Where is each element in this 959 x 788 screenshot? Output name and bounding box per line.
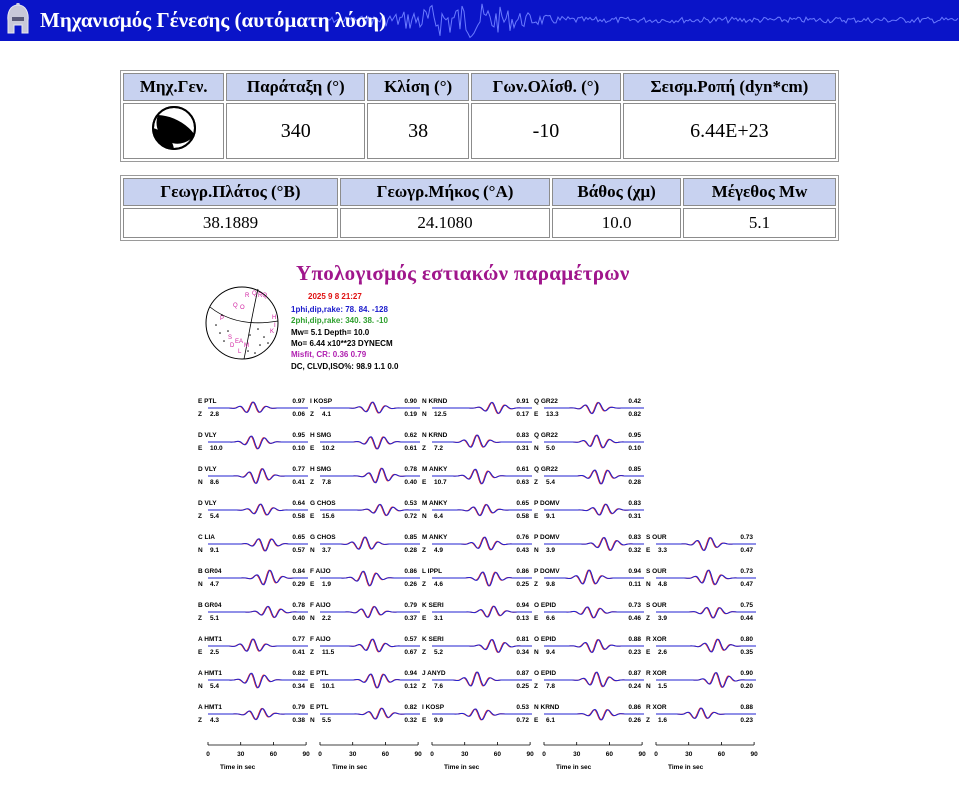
station-label: H SMG xyxy=(310,466,332,473)
correlation-label: 0.78 xyxy=(404,466,417,473)
station-label: M ANKY xyxy=(422,466,448,473)
correlation-label: 0.53 xyxy=(516,704,529,711)
station-label: M ANKY xyxy=(422,534,448,541)
variance-label: 0.13 xyxy=(516,615,529,622)
variance-label: 0.28 xyxy=(404,547,417,554)
distance-label: 9.1 xyxy=(210,547,220,554)
variance-label: 0.82 xyxy=(628,411,641,418)
time-axis-label: Time in sec xyxy=(444,764,480,771)
correlation-label: 0.85 xyxy=(404,534,417,541)
station-label: S OUR xyxy=(646,568,667,575)
distance-label: 6.1 xyxy=(546,717,556,724)
page-title: Μηχανισμός Γένεσης (αυτόματη λύση) xyxy=(40,8,387,32)
distance-label: 7.8 xyxy=(546,683,556,690)
variance-label: 0.41 xyxy=(292,479,305,486)
distance-label: 3.3 xyxy=(658,547,668,554)
distance-label: 10.0 xyxy=(210,445,223,452)
component-label: Z xyxy=(310,411,314,418)
distance-label: 12.5 xyxy=(434,411,447,418)
variance-label: 0.31 xyxy=(516,445,529,452)
variance-label: 0.61 xyxy=(404,445,417,452)
station-label: C LIA xyxy=(198,534,215,541)
time-tick-label: 30 xyxy=(573,751,581,758)
correlation-label: 0.79 xyxy=(404,602,417,609)
time-tick-label: 90 xyxy=(414,751,422,758)
station-label: R XOR xyxy=(646,704,667,711)
station-label: I KOSP xyxy=(422,704,445,711)
variance-label: 0.63 xyxy=(516,479,529,486)
component-label: Z xyxy=(198,513,202,520)
distance-label: 5.1 xyxy=(210,615,220,622)
distance-label: 11.5 xyxy=(322,649,335,656)
col-header-rake: Γων.Ολίσθ. (°) xyxy=(471,73,621,101)
correlation-label: 0.87 xyxy=(628,670,641,677)
distance-label: 4.9 xyxy=(434,547,444,554)
time-tick-label: 0 xyxy=(542,751,546,758)
variance-label: 0.47 xyxy=(740,581,753,588)
correlation-label: 0.42 xyxy=(628,398,641,405)
distance-label: 5.0 xyxy=(546,445,556,452)
time-tick-label: 30 xyxy=(685,751,693,758)
component-label: E xyxy=(422,717,427,724)
distance-label: 15.6 xyxy=(322,513,335,520)
component-label: N xyxy=(422,411,427,418)
figure-title: Υπολογισμός εστιακών παραμέτρων xyxy=(296,261,630,285)
station-label: A HMT1 xyxy=(198,704,222,711)
station-label: P DOMV xyxy=(534,568,560,575)
correlation-label: 0.83 xyxy=(516,432,529,439)
correlation-label: 0.85 xyxy=(628,466,641,473)
distance-label: 9.8 xyxy=(546,581,556,588)
distance-label: 6.6 xyxy=(546,615,556,622)
station-label: M ANKY xyxy=(422,500,448,507)
station-label: E PTL xyxy=(310,704,329,711)
station-label: Q GR22 xyxy=(534,466,558,473)
distance-label: 7.8 xyxy=(322,479,332,486)
distance-label: 7.6 xyxy=(434,683,444,690)
time-tick-label: 0 xyxy=(206,751,210,758)
correlation-label: 0.76 xyxy=(516,534,529,541)
time-tick-label: 30 xyxy=(237,751,245,758)
distance-label: 5.2 xyxy=(434,649,444,656)
variance-label: 0.31 xyxy=(628,513,641,520)
variance-label: 0.12 xyxy=(404,683,417,690)
variance-label: 0.19 xyxy=(404,411,417,418)
component-label: E xyxy=(534,615,539,622)
component-label: Z xyxy=(198,411,202,418)
station-label: S OUR xyxy=(646,534,667,541)
component-label: Z xyxy=(646,717,650,724)
distance-label: 2.2 xyxy=(322,615,332,622)
svg-text:I: I xyxy=(274,323,276,329)
correlation-label: 0.94 xyxy=(516,602,529,609)
misfit: Misfit, CR: 0.36 0.79 xyxy=(291,350,367,359)
variance-label: 0.20 xyxy=(740,683,753,690)
station-label: A HMT1 xyxy=(198,636,222,643)
component-label: E xyxy=(310,581,315,588)
variance-label: 0.47 xyxy=(740,547,753,554)
component-label: Z xyxy=(310,649,314,656)
station-label: H SMG xyxy=(310,432,332,439)
variance-label: 0.43 xyxy=(516,547,529,554)
variance-label: 0.41 xyxy=(292,649,305,656)
correlation-label: 0.53 xyxy=(404,500,417,507)
correlation-label: 0.65 xyxy=(516,500,529,507)
distance-label: 4.3 xyxy=(210,717,220,724)
variance-label: 0.38 xyxy=(292,717,305,724)
svg-text:K: K xyxy=(270,329,275,335)
component-label: E xyxy=(534,513,539,520)
correlation-label: 0.86 xyxy=(628,704,641,711)
station-label: K SERI xyxy=(422,602,444,609)
station-label: P DOMV xyxy=(534,500,560,507)
dip-value: 38 xyxy=(367,103,469,159)
station-label: R XOR xyxy=(646,670,667,677)
svg-text:H: H xyxy=(272,315,277,321)
correlation-label: 0.77 xyxy=(292,466,305,473)
station-label: Q GR22 xyxy=(534,398,558,405)
station-label: P DOMV xyxy=(534,534,560,541)
component-label: E xyxy=(310,445,315,452)
component-label: Z xyxy=(534,581,538,588)
variance-label: 0.26 xyxy=(628,717,641,724)
nodal-plane-2: 2phi,dip,rake: 340. 38. -10 xyxy=(291,316,388,325)
time-tick-label: 60 xyxy=(381,751,390,758)
depth-value: 10.0 xyxy=(552,208,681,238)
correlation-label: 0.73 xyxy=(740,534,753,541)
station-label: N KRND xyxy=(534,704,560,711)
station-label: S OUR xyxy=(646,602,667,609)
correlation-label: 0.80 xyxy=(740,636,753,643)
col-header-longitude: Γεωγρ.Μήκος (°Α) xyxy=(340,178,550,206)
correlation-label: 0.62 xyxy=(404,432,417,439)
svg-text:EA: EA xyxy=(235,339,244,345)
svg-text:M: M xyxy=(244,343,249,349)
time-tick-label: 90 xyxy=(638,751,646,758)
distance-label: 2.5 xyxy=(210,649,220,656)
component-label: E xyxy=(198,649,203,656)
component-label: Z xyxy=(422,683,426,690)
time-axis-label: Time in sec xyxy=(556,764,592,771)
component-label: N xyxy=(646,581,651,588)
component-label: N xyxy=(310,547,315,554)
component-label: E xyxy=(310,683,315,690)
correlation-label: 0.82 xyxy=(404,704,417,711)
correlation-label: 0.73 xyxy=(628,602,641,609)
component-label: E xyxy=(534,717,539,724)
component-label: N xyxy=(646,683,651,690)
correlation-label: 0.77 xyxy=(292,636,305,643)
seismic-moment: Mo= 6.44 x10**23 DYNECM xyxy=(291,339,393,348)
variance-label: 0.06 xyxy=(292,411,305,418)
time-tick-label: 90 xyxy=(750,751,758,758)
component-label: N xyxy=(198,581,203,588)
distance-label: 10.7 xyxy=(434,479,447,486)
variance-label: 0.29 xyxy=(292,581,305,588)
correlation-label: 0.95 xyxy=(628,432,641,439)
time-axis-label: Time in sec xyxy=(220,764,256,771)
component-label: N xyxy=(534,445,539,452)
variance-label: 0.72 xyxy=(516,717,529,724)
component-label: Z xyxy=(534,479,538,486)
correlation-label: 0.65 xyxy=(292,534,305,541)
component-label: Z xyxy=(646,615,650,622)
station-label: O EPID xyxy=(534,670,557,677)
svg-text:L: L xyxy=(238,349,242,355)
correlation-label: 0.75 xyxy=(740,602,753,609)
variance-label: 0.32 xyxy=(628,547,641,554)
station-label: J ANYD xyxy=(422,670,446,677)
station-label: R XOR xyxy=(646,636,667,643)
correlation-label: 0.83 xyxy=(628,500,641,507)
correlation-label: 0.95 xyxy=(292,432,305,439)
moment-value: 6.44E+23 xyxy=(623,103,836,159)
correlation-label: 0.83 xyxy=(628,534,641,541)
distance-label: 2.8 xyxy=(210,411,220,418)
variance-label: 0.26 xyxy=(404,581,417,588)
dc-clvd-iso: DC, CLVD,ISO%: 98.9 1.1 0.0 xyxy=(291,362,399,371)
component-label: E xyxy=(534,411,539,418)
component-label: Z xyxy=(310,479,314,486)
component-label: Z xyxy=(422,547,426,554)
distance-label: 4.8 xyxy=(658,581,668,588)
time-tick-label: 30 xyxy=(349,751,357,758)
station-label: A HMT1 xyxy=(198,670,222,677)
variance-label: 0.25 xyxy=(516,581,529,588)
station-label: I KOSP xyxy=(310,398,333,405)
component-label: E xyxy=(422,615,427,622)
distance-label: 2.6 xyxy=(658,649,668,656)
event-date: 2025 9 8 21:27 xyxy=(308,292,362,301)
correlation-label: 0.90 xyxy=(404,398,417,405)
station-label: F AIJO xyxy=(310,636,331,643)
station-label: N KRND xyxy=(422,432,448,439)
correlation-label: 0.94 xyxy=(404,670,417,677)
distance-label: 5.4 xyxy=(210,513,220,520)
component-label: Z xyxy=(422,581,426,588)
col-header-magnitude: Μέγεθος Mw xyxy=(683,178,836,206)
svg-text:Q: Q xyxy=(252,291,257,297)
svg-text:D: D xyxy=(230,343,235,349)
station-label: N KRND xyxy=(422,398,448,405)
col-header-strike: Παράταξη (°) xyxy=(226,73,365,101)
station-label: D VLY xyxy=(198,500,217,507)
svg-text:O: O xyxy=(240,305,245,311)
station-label: K SERI xyxy=(422,636,444,643)
component-label: Z xyxy=(198,717,202,724)
station-label: O EPID xyxy=(534,602,557,609)
correlation-label: 0.57 xyxy=(404,636,417,643)
distance-label: 3.9 xyxy=(546,547,556,554)
distance-label: 5.4 xyxy=(546,479,556,486)
rake-value: -10 xyxy=(471,103,621,159)
variance-label: 0.57 xyxy=(292,547,305,554)
component-label: N xyxy=(310,615,315,622)
variance-label: 0.28 xyxy=(628,479,641,486)
variance-label: 0.58 xyxy=(292,513,305,520)
variance-label: 0.40 xyxy=(292,615,305,622)
time-tick-label: 60 xyxy=(605,751,614,758)
component-label: N xyxy=(310,717,315,724)
correlation-label: 0.81 xyxy=(516,636,529,643)
distance-label: 1.9 xyxy=(322,581,332,588)
station-label: G CHOS xyxy=(310,500,336,507)
correlation-label: 0.78 xyxy=(292,602,305,609)
distance-label: 9.9 xyxy=(434,717,444,724)
component-label: N xyxy=(534,547,539,554)
station-label: B GR04 xyxy=(198,568,222,575)
station-label: B GR04 xyxy=(198,602,222,609)
correlation-label: 0.73 xyxy=(740,568,753,575)
time-axis-label: Time in sec xyxy=(668,764,704,771)
variance-label: 0.23 xyxy=(628,649,641,656)
component-label: N xyxy=(198,683,203,690)
correlation-label: 0.88 xyxy=(740,704,753,711)
correlation-label: 0.87 xyxy=(516,670,529,677)
distance-label: 4.6 xyxy=(434,581,444,588)
latitude-value: 38.1889 xyxy=(123,208,338,238)
correlation-label: 0.64 xyxy=(292,500,305,507)
station-label: D VLY xyxy=(198,432,217,439)
correlation-label: 0.88 xyxy=(628,636,641,643)
time-tick-label: 0 xyxy=(318,751,322,758)
station-label: E PTL xyxy=(198,398,217,405)
station-label: D VLY xyxy=(198,466,217,473)
component-label: E xyxy=(310,513,315,520)
mw-depth: Mw= 5.1 Depth= 10.0 xyxy=(291,328,370,337)
distance-label: 5.5 xyxy=(322,717,332,724)
distance-label: 5.4 xyxy=(210,683,220,690)
variance-label: 0.10 xyxy=(628,445,641,452)
time-tick-label: 60 xyxy=(493,751,502,758)
distance-label: 13.3 xyxy=(546,411,559,418)
component-label: N xyxy=(198,547,203,554)
variance-label: 0.32 xyxy=(404,717,417,724)
time-axis-label: Time in sec xyxy=(332,764,368,771)
correlation-label: 0.97 xyxy=(292,398,305,405)
correlation-label: 0.86 xyxy=(404,568,417,575)
variance-label: 0.58 xyxy=(516,513,529,520)
component-label: E xyxy=(198,445,203,452)
distance-label: 4.1 xyxy=(322,411,332,418)
svg-text:P: P xyxy=(220,316,225,322)
variance-label: 0.72 xyxy=(404,513,417,520)
variance-label: 0.46 xyxy=(628,615,641,622)
component-label: Z xyxy=(534,683,538,690)
distance-label: 3.7 xyxy=(322,547,332,554)
col-header-dip: Κλίση (°) xyxy=(367,73,469,101)
station-label: L IPPL xyxy=(422,568,443,575)
distance-label: 1.6 xyxy=(658,717,668,724)
component-label: Z xyxy=(422,445,426,452)
station-label: F AIJO xyxy=(310,568,331,575)
distance-label: 9.4 xyxy=(546,649,556,656)
correlation-label: 0.61 xyxy=(516,466,529,473)
svg-text:R: R xyxy=(245,293,250,299)
component-label: N xyxy=(198,479,203,486)
variance-label: 0.37 xyxy=(404,615,417,622)
time-tick-label: 60 xyxy=(269,751,278,758)
correlation-label: 0.94 xyxy=(628,568,641,575)
correlation-label: 0.82 xyxy=(292,670,305,677)
variance-label: 0.10 xyxy=(292,445,305,452)
station-label: O EPID xyxy=(534,636,557,643)
variance-label: 0.11 xyxy=(628,581,641,588)
svg-text:RQ: RQ xyxy=(258,293,267,299)
time-tick-label: 0 xyxy=(654,751,658,758)
correlation-label: 0.91 xyxy=(516,398,529,405)
distance-label: 10.1 xyxy=(322,683,335,690)
nodal-plane-1: 1phi,dip,rake: 78. 84. -128 xyxy=(291,305,388,314)
correlation-label: 0.84 xyxy=(292,568,305,575)
component-label: N xyxy=(534,649,539,656)
variance-label: 0.40 xyxy=(404,479,417,486)
col-header-moment: Σεισμ.Ροπή (dyn*cm) xyxy=(623,73,836,101)
component-label: E xyxy=(646,649,651,656)
distance-label: 8.6 xyxy=(210,479,220,486)
correlation-label: 0.90 xyxy=(740,670,753,677)
component-label: E xyxy=(646,547,651,554)
col-header-mechanism: Μηχ.Γεν. xyxy=(123,73,224,101)
time-tick-label: 0 xyxy=(430,751,434,758)
distance-label: 10.2 xyxy=(322,445,335,452)
time-tick-label: 90 xyxy=(526,751,534,758)
station-label: E PTL xyxy=(310,670,329,677)
distance-label: 6.4 xyxy=(434,513,444,520)
variance-label: 0.24 xyxy=(628,683,641,690)
time-tick-label: 60 xyxy=(717,751,726,758)
distance-label: 1.5 xyxy=(658,683,668,690)
correlation-label: 0.86 xyxy=(516,568,529,575)
station-label: Q GR22 xyxy=(534,432,558,439)
correlation-label: 0.79 xyxy=(292,704,305,711)
svg-text:S: S xyxy=(228,335,233,341)
magnitude-value: 5.1 xyxy=(683,208,836,238)
variance-label: 0.44 xyxy=(740,615,753,622)
svg-text:Q: Q xyxy=(233,303,238,309)
col-header-latitude: Γεωγρ.Πλάτος (°Β) xyxy=(123,178,338,206)
component-label: E xyxy=(422,479,427,486)
time-tick-label: 30 xyxy=(461,751,469,758)
distance-label: 7.2 xyxy=(434,445,444,452)
variance-label: 0.34 xyxy=(516,649,529,656)
longitude-value: 24.1080 xyxy=(340,208,550,238)
station-label: G CHOS xyxy=(310,534,336,541)
col-header-depth: Βάθος (χμ) xyxy=(552,178,681,206)
distance-label: 3.9 xyxy=(658,615,668,622)
time-tick-label: 90 xyxy=(302,751,310,758)
component-label: N xyxy=(422,513,427,520)
variance-label: 0.34 xyxy=(292,683,305,690)
distance-label: 9.1 xyxy=(546,513,556,520)
strike-value: 340 xyxy=(226,103,365,159)
station-label: F AIJO xyxy=(310,602,331,609)
variance-label: 0.35 xyxy=(740,649,753,656)
variance-label: 0.67 xyxy=(404,649,417,656)
distance-label: 3.1 xyxy=(434,615,444,622)
variance-label: 0.23 xyxy=(740,717,753,724)
variance-label: 0.17 xyxy=(516,411,529,418)
distance-label: 4.7 xyxy=(210,581,220,588)
component-label: Z xyxy=(198,615,202,622)
component-label: Z xyxy=(422,649,426,656)
variance-label: 0.25 xyxy=(516,683,529,690)
